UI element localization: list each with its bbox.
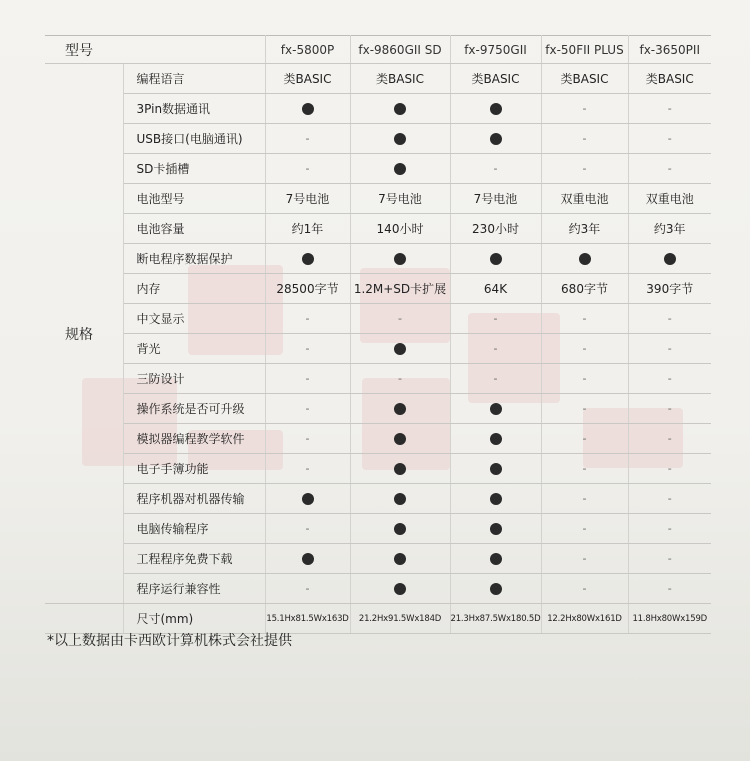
table-row <box>45 544 711 574</box>
value-cell: - <box>265 394 350 424</box>
table-row <box>45 484 711 514</box>
feature-label: 操作系统是否可升级 <box>123 394 265 424</box>
value-cell: - <box>541 364 628 394</box>
value-cell: 28500字节 <box>265 274 350 304</box>
supported-dot-icon <box>490 553 502 565</box>
value-cell <box>450 124 541 154</box>
supported-dot-icon <box>302 253 314 265</box>
feature-label: 断电程序数据保护 <box>123 244 265 274</box>
value-cell: - <box>541 394 628 424</box>
supported-dot-icon <box>490 253 502 265</box>
value-cell: - <box>350 364 450 394</box>
footnote: *以上数据由卡西欧计算机株式会社提供 <box>47 633 292 649</box>
value-cell: - <box>541 514 628 544</box>
table-row <box>45 304 711 334</box>
table-row <box>45 514 711 544</box>
value-cell: 390字节 <box>628 274 711 304</box>
feature-label: USB接口(电脑通讯) <box>123 124 265 154</box>
value-cell: - <box>450 334 541 364</box>
value-cell <box>450 454 541 484</box>
value-cell <box>350 574 450 604</box>
feature-label: 3Pin数据通讯 <box>123 94 265 124</box>
value-cell: 双重电池 <box>541 184 628 214</box>
supported-dot-icon <box>302 103 314 115</box>
value-cell <box>350 94 450 124</box>
value-cell: - <box>628 364 711 394</box>
table-row <box>45 214 711 244</box>
value-cell <box>628 244 711 274</box>
value-cell: - <box>450 154 541 184</box>
model-name: fx-9750GII <box>450 36 541 64</box>
value-cell <box>265 544 350 574</box>
table-row <box>45 244 711 274</box>
value-cell <box>265 244 350 274</box>
value-cell: 约1年 <box>265 214 350 244</box>
value-cell <box>350 394 450 424</box>
value-cell: 类BASIC <box>350 64 450 94</box>
value-cell: - <box>628 94 711 124</box>
supported-dot-icon <box>302 553 314 565</box>
value-cell: - <box>628 124 711 154</box>
value-cell: - <box>628 454 711 484</box>
value-cell: - <box>541 154 628 184</box>
value-cell <box>450 574 541 604</box>
value-cell <box>350 424 450 454</box>
value-cell: 类BASIC <box>450 64 541 94</box>
feature-label: SD卡插槽 <box>123 154 265 184</box>
value-cell <box>265 484 350 514</box>
value-cell: 21.3Hx87.5Wx180.5D <box>450 604 541 634</box>
value-cell <box>450 484 541 514</box>
table-row <box>45 424 711 454</box>
table-row <box>45 454 711 484</box>
supported-dot-icon <box>394 493 406 505</box>
value-cell: 7号电池 <box>350 184 450 214</box>
feature-label: 电脑传输程序 <box>123 514 265 544</box>
supported-dot-icon <box>394 433 406 445</box>
supported-dot-icon <box>394 583 406 595</box>
value-cell: 1.2M+SD卡扩展 <box>350 274 450 304</box>
spec-table <box>45 35 711 634</box>
supported-dot-icon <box>394 163 406 175</box>
feature-label: 三防设计 <box>123 364 265 394</box>
table-row <box>45 274 711 304</box>
value-cell: - <box>628 514 711 544</box>
table-row <box>45 574 711 604</box>
spec-table-body <box>45 36 711 634</box>
value-cell: 7号电池 <box>265 184 350 214</box>
value-cell: - <box>450 364 541 394</box>
feature-label: 编程语言 <box>123 64 265 94</box>
supported-dot-icon <box>302 493 314 505</box>
value-cell: - <box>628 154 711 184</box>
value-cell: - <box>541 304 628 334</box>
supported-dot-icon <box>394 253 406 265</box>
value-cell: - <box>628 484 711 514</box>
value-cell: 类BASIC <box>541 64 628 94</box>
value-cell <box>350 334 450 364</box>
value-cell: - <box>541 574 628 604</box>
supported-dot-icon <box>579 253 591 265</box>
value-cell: - <box>541 124 628 154</box>
feature-label: 程序运行兼容性 <box>123 574 265 604</box>
value-cell: 140小时 <box>350 214 450 244</box>
model-header-label: 型号 <box>45 36 265 64</box>
value-cell <box>350 124 450 154</box>
supported-dot-icon <box>490 103 502 115</box>
supported-dot-icon <box>394 553 406 565</box>
value-cell <box>541 244 628 274</box>
table-row <box>45 334 711 364</box>
value-cell <box>350 454 450 484</box>
value-cell: - <box>628 544 711 574</box>
value-cell: 680字节 <box>541 274 628 304</box>
supported-dot-icon <box>490 463 502 475</box>
supported-dot-icon <box>490 403 502 415</box>
feature-label: 电池容量 <box>123 214 265 244</box>
value-cell: - <box>628 424 711 454</box>
model-name: fx-50FII PLUS <box>541 36 628 64</box>
value-cell: 15.1Hx81.5Wx163D <box>265 604 350 634</box>
value-cell <box>350 154 450 184</box>
value-cell: - <box>628 394 711 424</box>
value-cell <box>450 94 541 124</box>
value-cell: - <box>541 334 628 364</box>
value-cell <box>350 514 450 544</box>
table-row <box>45 394 711 424</box>
table-row <box>45 184 711 214</box>
value-cell: - <box>265 124 350 154</box>
value-cell <box>350 544 450 574</box>
empty-category-cell <box>45 604 123 634</box>
value-cell: 11.8Hx80Wx159D <box>628 604 711 634</box>
supported-dot-icon <box>394 403 406 415</box>
supported-dot-icon <box>394 133 406 145</box>
model-name: fx-5800P <box>265 36 350 64</box>
value-cell: 64K <box>450 274 541 304</box>
value-cell: - <box>265 424 350 454</box>
table-row <box>45 64 711 94</box>
feature-label: 中文显示 <box>123 304 265 334</box>
supported-dot-icon <box>490 433 502 445</box>
value-cell: - <box>628 304 711 334</box>
dimensions-row <box>45 604 711 634</box>
value-cell: - <box>265 574 350 604</box>
value-cell <box>450 394 541 424</box>
value-cell <box>450 244 541 274</box>
value-cell: - <box>541 94 628 124</box>
feature-label: 尺寸(mm) <box>123 604 265 634</box>
feature-label: 程序机器对机器传输 <box>123 484 265 514</box>
feature-label: 背光 <box>123 334 265 364</box>
value-cell <box>265 94 350 124</box>
value-cell: 21.2Hx91.5Wx184D <box>350 604 450 634</box>
value-cell: - <box>350 304 450 334</box>
value-cell <box>450 514 541 544</box>
supported-dot-icon <box>394 523 406 535</box>
value-cell: - <box>450 304 541 334</box>
value-cell: - <box>541 424 628 454</box>
value-cell: - <box>265 514 350 544</box>
supported-dot-icon <box>490 133 502 145</box>
value-cell: 类BASIC <box>628 64 711 94</box>
value-cell: - <box>541 544 628 574</box>
supported-dot-icon <box>394 343 406 355</box>
value-cell: - <box>265 454 350 484</box>
supported-dot-icon <box>490 523 502 535</box>
value-cell <box>450 544 541 574</box>
value-cell: - <box>265 304 350 334</box>
supported-dot-icon <box>490 493 502 505</box>
value-cell: 类BASIC <box>265 64 350 94</box>
value-cell <box>350 244 450 274</box>
supported-dot-icon <box>664 253 676 265</box>
feature-label: 工程程序免费下载 <box>123 544 265 574</box>
value-cell: - <box>541 454 628 484</box>
value-cell <box>350 484 450 514</box>
supported-dot-icon <box>394 103 406 115</box>
value-cell: - <box>265 154 350 184</box>
value-cell: - <box>265 364 350 394</box>
value-cell: 12.2Hx80Wx161D <box>541 604 628 634</box>
value-cell: 7号电池 <box>450 184 541 214</box>
feature-label: 模拟器编程教学软件 <box>123 424 265 454</box>
value-cell: - <box>628 574 711 604</box>
value-cell <box>450 424 541 454</box>
table-row <box>45 124 711 154</box>
feature-label: 电子手簿功能 <box>123 454 265 484</box>
category-label: 规格 <box>45 64 123 604</box>
table-row <box>45 94 711 124</box>
table-row <box>45 154 711 184</box>
supported-dot-icon <box>394 463 406 475</box>
model-name: fx-9860GII SD <box>350 36 450 64</box>
value-cell: 双重电池 <box>628 184 711 214</box>
value-cell: 约3年 <box>628 214 711 244</box>
model-name: fx-3650PII <box>628 36 711 64</box>
value-cell: 230小时 <box>450 214 541 244</box>
value-cell: - <box>541 484 628 514</box>
feature-label: 内存 <box>123 274 265 304</box>
header-row <box>45 36 711 64</box>
value-cell: - <box>265 334 350 364</box>
table-row <box>45 364 711 394</box>
value-cell: 约3年 <box>541 214 628 244</box>
feature-label: 电池型号 <box>123 184 265 214</box>
supported-dot-icon <box>490 583 502 595</box>
value-cell: - <box>628 334 711 364</box>
